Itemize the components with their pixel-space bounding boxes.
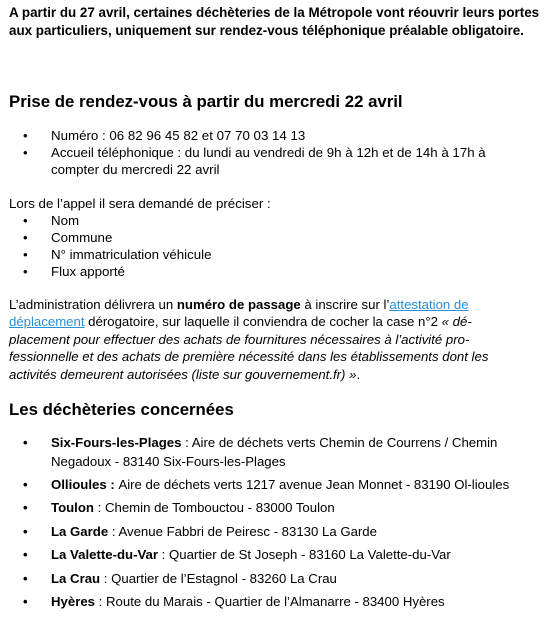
dech-item-ollioules (9, 476, 529, 495)
dech-address: Chemin de Tombouctou - 83000 Toulon (104, 500, 335, 516)
dech-city: Ollioules (51, 476, 107, 492)
info-lead: Lors de l’appel il sera demandé de préciser : (9, 196, 271, 211)
rdv-list (9, 127, 533, 178)
dech-item-hyeres (9, 593, 529, 612)
dech-item-toulon (9, 499, 529, 518)
dech-address: Aire de déchets verts 1217 avenue Jean Monnet - 83190 Ol-lioules (118, 476, 510, 492)
dech-city: La Crau (51, 570, 101, 586)
info-item-immatriculation: • N° immatriculation véhicule (9, 246, 553, 263)
rdv-hours-item: • Accueil téléphonique : du lundi au vendredi de 9h à 12h et de 14h à 17h à compter du mercredi 22 avril (9, 144, 533, 178)
dech-address: Quartier de St Joseph - 83160 La Valette-du-Var (169, 547, 451, 563)
dech-sep: : (93, 500, 105, 516)
dech-address: Quartier de l’Estagnol - 83260 La Crau (111, 570, 337, 586)
dech-heading: Les déchèteries concernées (9, 400, 234, 419)
admin-paragraph (9, 296, 523, 383)
passage-number-bold: numéro de passage (176, 297, 301, 312)
dech-address: Aire de déchets verts Chemin de Courrens / Chemin Negadoux - 83140 Six-Fours-les-Plages (51, 435, 498, 469)
dech-item-la-valette (9, 546, 529, 565)
dech-city: Toulon (51, 500, 94, 516)
dech-item-la-crau (9, 570, 529, 589)
info-item-flux: • Flux apporté (9, 263, 553, 280)
dech-city: La Valette-du-Var (51, 547, 158, 563)
dech-address: Avenue Fabbri de Peiresc - 83130 La Garde (118, 523, 377, 539)
dech-sep: : (181, 435, 192, 450)
info-item-commune: • Commune (9, 229, 553, 246)
attestation-link[interactable]: attestation de déplacement (9, 297, 469, 330)
dech-city: Hyères (51, 593, 95, 609)
admin-text-3: dérogatoire, sur laquelle il conviendra de cocher la case n°2 (84, 314, 442, 330)
rdv-phone-item: • Numéro : 06 82 96 45 82 et 07 70 03 14 13 (9, 127, 533, 144)
dech-sep: : (100, 570, 112, 586)
dech-item-six-fours (9, 434, 529, 471)
dech-city: La Garde (51, 523, 109, 539)
admin-text-2: à inscrire sur l’ (300, 297, 390, 312)
admin-text-4: . (356, 366, 361, 382)
admin-quote: « dé-placement pour effectuer des achats de fournitures nécessaires à l’activité pro-fessionnelle et des achats de première nécessité dans les établissements dont les activités demeurent autorisées (liste sur gouvernement.fr) » (9, 314, 489, 382)
dech-address: Route du Marais - Quartier de l’Almanarre - 83400 Hyères (106, 593, 445, 609)
dech-sep: : (95, 593, 106, 609)
intro-paragraph: A partir du 27 avril, certaines déchèteries de la Métropole vont réouvrir leurs portes aux particuliers, uniquement sur rendez-vous téléphonique préalable obligatoire. (9, 5, 540, 38)
dech-sep: : (106, 476, 119, 492)
dech-list (9, 434, 529, 616)
info-list (9, 212, 553, 280)
dech-city: Six-Fours-les-Plages (51, 435, 182, 450)
admin-text-1: L’administration délivrera un (9, 297, 177, 312)
info-item-nom: • Nom (9, 212, 553, 229)
dech-item-la-garde (9, 523, 529, 542)
dech-sep: : (158, 547, 169, 563)
rdv-heading: Prise de rendez-vous à partir du mercredi 22 avril (9, 92, 403, 111)
dech-sep: : (108, 523, 119, 539)
